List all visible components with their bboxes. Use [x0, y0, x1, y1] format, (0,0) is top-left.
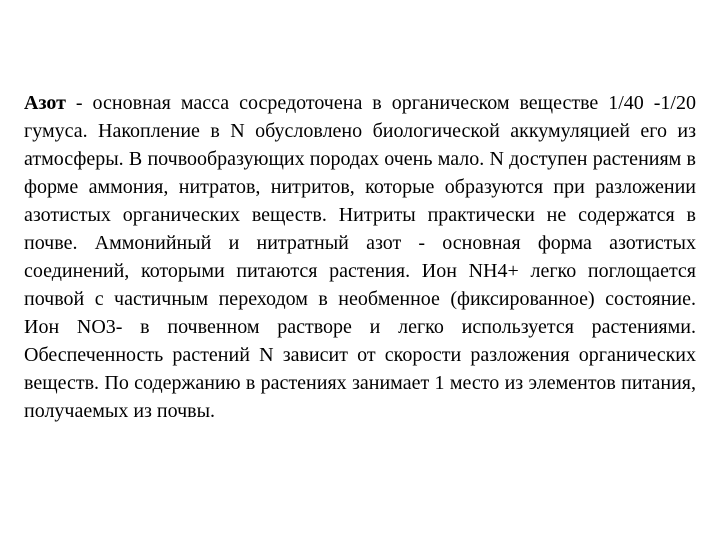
paragraph-text: - основная масса сосредоточена в органическом веществе 1/40 -1/20 гумуса. Накопление в N обусловлено биологической аккумуляцией его из атмосферы. В почвообразующих породах очень мало. N доступен растениям в форме аммония, нитратов, нитритов, которые образуются при разложении азотистых органических веществ. Нитриты практически не содержатся в почве. Аммонийный и нитратный азот - основная форма азотистых соединений, которыми питаются растения. Ион NH4+ легко поглощается почвой с частичным переходом в необменное (фиксированное) состояние. Ион NO3- в почвенном растворе и легко используется растениями. Обеспеченность растений N зависит от скорости разложения органических веществ. По содержанию в растениях занимает 1 место из элементов питания, получаемых из почвы.: [24, 92, 696, 422]
term-heading: Азот: [24, 92, 66, 114]
body-paragraph: [24, 89, 696, 425]
